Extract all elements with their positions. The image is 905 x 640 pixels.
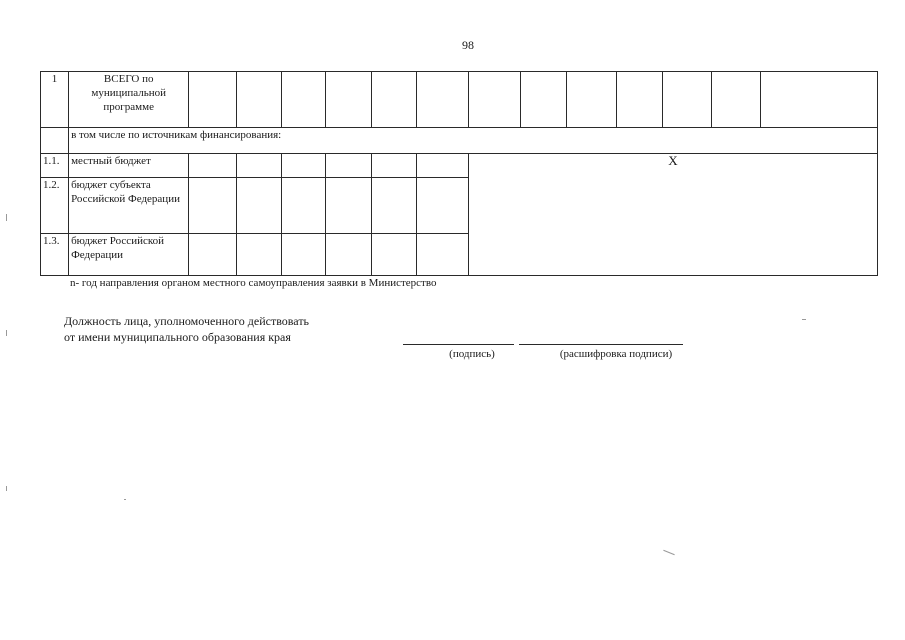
table-cell: [371, 72, 416, 128]
x-mark-cell: X: [468, 154, 877, 276]
table-cell: [760, 72, 877, 128]
table-cell: [617, 72, 663, 128]
footnote: n- год направления органом местного самоуправления заявки в Министерство: [70, 277, 437, 289]
table-cell: [325, 72, 371, 128]
row-number: 1.2.: [41, 178, 69, 234]
row-number: 1.1.: [41, 154, 69, 178]
table-row: [41, 128, 878, 154]
table-cell: [325, 234, 371, 276]
table-cell: [281, 234, 325, 276]
scan-speck: [6, 214, 7, 221]
table-cell: [189, 178, 237, 234]
signature-line: [403, 344, 514, 345]
decoding-line: [519, 344, 683, 345]
table-cell: [237, 234, 281, 276]
table-cell: [567, 72, 617, 128]
table-cell: [663, 72, 711, 128]
sources-heading: в том числе по источникам финансирования:: [69, 128, 878, 154]
table-cell: [416, 154, 468, 178]
table-cell: [281, 154, 325, 178]
table-cell: [237, 72, 281, 128]
decoding-caption: (расшифровка подписи): [559, 348, 673, 360]
table-cell: [281, 72, 325, 128]
table-cell: [189, 234, 237, 276]
row-number: 1: [41, 72, 69, 128]
position-line-1: Должность лица, уполномоченного действовать: [64, 314, 310, 328]
scan-speck: [6, 486, 7, 491]
table-cell: [371, 178, 416, 234]
table-cell: [281, 178, 325, 234]
table-cell: [371, 234, 416, 276]
table-row: [41, 72, 878, 128]
row-label: бюджет Российской Федерации: [69, 234, 189, 276]
table-cell: [325, 178, 371, 234]
position-line-2: от имени муниципального образования края: [64, 330, 291, 344]
row-label: ВСЕГО по муниципальной программе: [69, 72, 189, 128]
table-cell: [521, 72, 567, 128]
table-cell: [416, 178, 468, 234]
table-cell: [416, 234, 468, 276]
table-cell: [416, 72, 468, 128]
row-label: бюджет субъекта Российской Федерации: [69, 178, 189, 234]
page-number: 98: [462, 38, 474, 52]
table-cell: [468, 72, 520, 128]
row-label: местный бюджет: [69, 154, 189, 178]
scan-speck: [124, 499, 126, 500]
table-cell: [325, 154, 371, 178]
row-number: 1.3.: [41, 234, 69, 276]
table-row: [41, 154, 878, 178]
signature-caption: (подпись): [449, 348, 495, 360]
table-cell: [237, 154, 281, 178]
table-cell: [189, 154, 237, 178]
scan-speck: [6, 330, 7, 336]
table-cell: [711, 72, 760, 128]
table-cell: [371, 154, 416, 178]
table-cell: [189, 72, 237, 128]
table-cell: [41, 128, 69, 154]
funding-table: [40, 71, 878, 276]
scan-speck: [663, 550, 675, 555]
scan-speck: [802, 319, 806, 320]
table-cell: [237, 178, 281, 234]
official-position-text: [64, 313, 309, 345]
